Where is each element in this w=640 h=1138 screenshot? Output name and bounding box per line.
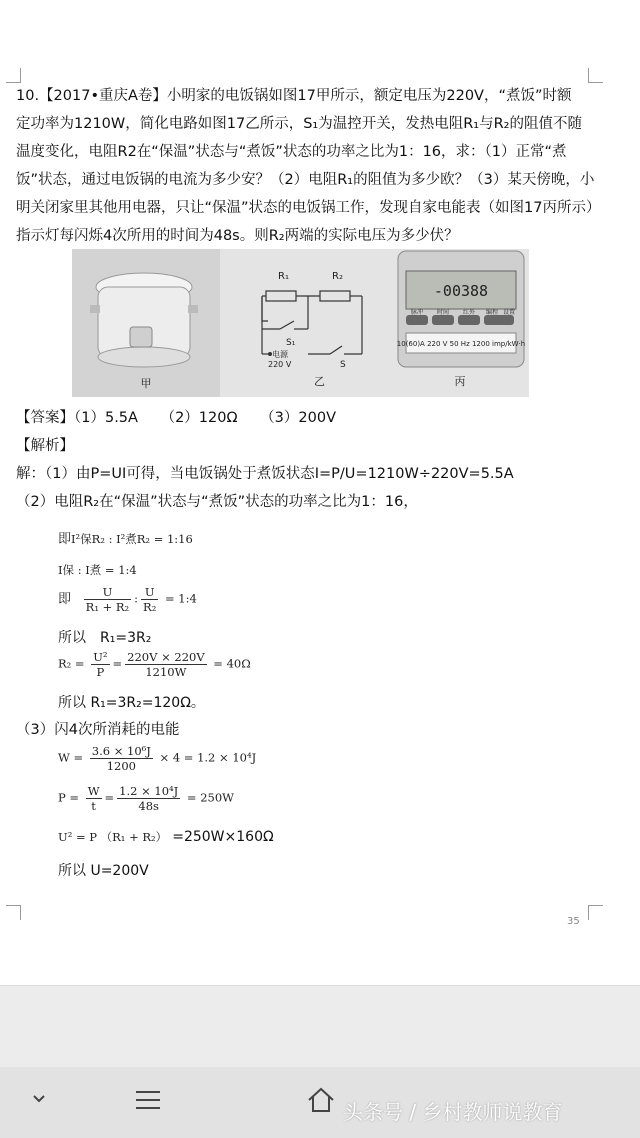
fraction-num: U² bbox=[93, 650, 108, 664]
eq-term: = 1:4 bbox=[164, 591, 197, 606]
equation-voltage-ratio: 即 $\frac{U}{\text{R₁ + R₂}}$ : $\frac{U}{\text{R₂}}$ = 1:4 bbox=[58, 585, 197, 614]
chevron-down-icon[interactable] bbox=[28, 1088, 50, 1114]
fraction bbox=[90, 744, 153, 773]
figure-17 bbox=[72, 249, 529, 397]
crop-mark-bottom-right bbox=[588, 905, 603, 920]
analysis-line: 解：（1）由P=UI可得，当电饭锅处于煮饭状态I=P/U=1210W÷220V=5.5A bbox=[16, 466, 514, 482]
answer-value: （1）5.5A bbox=[74, 410, 138, 426]
crop-mark-top-left bbox=[6, 68, 21, 83]
page-number: 35 bbox=[567, 916, 580, 927]
equation-power-ratio: 即I²保R₂ : I²煮R₂ = 1:16 bbox=[58, 532, 193, 547]
fraction bbox=[84, 585, 131, 614]
fraction-num: W bbox=[87, 784, 100, 798]
meter-button-label: 红外 bbox=[462, 309, 476, 316]
crop-mark-bottom-left bbox=[6, 905, 21, 920]
eq-term: = 250W bbox=[186, 790, 234, 805]
question-line: 10.【2017•重庆A卷】小明家的电饭锅如图17甲所示，额定电压为220V，“煮饭”时额 bbox=[16, 88, 572, 104]
eq-term: × 4 = 1.2 × 10⁴J bbox=[159, 750, 257, 765]
fraction bbox=[125, 650, 206, 679]
eq-term: W = bbox=[58, 750, 84, 765]
meter-button-label: 编程 bbox=[485, 309, 499, 316]
equation-current-ratio: I保 : I煮 = 1:4 bbox=[58, 563, 137, 577]
fraction bbox=[86, 784, 102, 813]
eq-term: I²保R₂ bbox=[71, 532, 105, 546]
eq-term: R₂ = bbox=[58, 656, 85, 671]
label-s1: S₁ bbox=[286, 338, 296, 348]
fraction bbox=[91, 650, 109, 679]
fraction-den: P bbox=[96, 665, 105, 679]
label-s: S bbox=[340, 360, 346, 370]
meter-button-label: 设置 bbox=[502, 309, 516, 316]
watermark-brand: 头条号 / 乡村教师说教育 bbox=[343, 1100, 563, 1124]
eq-term: U² = P （R₁ + R₂） bbox=[58, 830, 168, 844]
answer-value: （2）120Ω bbox=[160, 410, 238, 426]
fraction-den: 48s bbox=[138, 799, 159, 813]
question-line: 温度变化，电阻R2在“保温”状态与“煮饭”状态的功率之比为1：16，求：（1）正常“煮 bbox=[16, 144, 567, 160]
eq-term: = 1:16 bbox=[153, 532, 193, 546]
eq-prefix: 即 bbox=[58, 532, 72, 547]
fraction bbox=[141, 585, 158, 614]
fraction-num: 220V × 220V bbox=[127, 650, 205, 664]
fraction-den: 1210W bbox=[145, 665, 187, 679]
fraction-num: 3.6 × 10⁶J bbox=[91, 744, 151, 758]
answer-value: （3）200V bbox=[260, 410, 336, 426]
menu-icon[interactable] bbox=[134, 1088, 162, 1116]
fraction-num: U bbox=[84, 585, 131, 600]
label-bing: 丙 bbox=[454, 375, 466, 388]
fraction-num: U bbox=[141, 585, 158, 600]
equation-r2: R₂ = $\frac{\text{U²}}{P}$ = $\frac{220V \times 220V}{1210W}$ = 40Ω bbox=[58, 650, 251, 679]
analysis-heading: 【解析】 bbox=[16, 438, 74, 454]
label-yi: 乙 bbox=[314, 375, 325, 388]
equation-energy bbox=[58, 744, 256, 773]
label-jia: 甲 bbox=[140, 377, 152, 390]
circuit-diagram bbox=[262, 291, 362, 354]
fraction-num: 1.2 × 10⁴J bbox=[119, 784, 179, 798]
answer-heading: 【答案】 bbox=[16, 410, 74, 426]
figure-svg bbox=[72, 249, 529, 397]
page-gap bbox=[0, 985, 640, 1068]
question-line: 定功率为1210W，简化电路如图17乙所示，S₁为温控开关，发热电阻R₁与R₂的阻值不随 bbox=[16, 116, 582, 132]
eq-term: P = bbox=[58, 790, 80, 805]
label-source: 电源 bbox=[272, 350, 288, 359]
eq-term: I²煮R₂ bbox=[116, 532, 151, 546]
rice-cooker-image bbox=[72, 249, 220, 397]
eq-term: = 40Ω bbox=[213, 656, 251, 671]
analysis-line: （2）电阻R₂在“保温”状态与“煮饭”状态的功率之比为1：16， bbox=[16, 494, 418, 510]
question-line: 饭”状态，通过电饭锅的电流为多少安？（2）电阻R₁的阻值为多少欧？（3）某天傍晚，小 bbox=[16, 172, 595, 188]
meter-display: -00388 bbox=[433, 282, 489, 300]
label-voltage: 220 V bbox=[268, 360, 292, 369]
analysis-line: （3）闪4次所消耗的电能 bbox=[16, 722, 180, 738]
fraction-den: R₂ bbox=[143, 600, 157, 614]
fraction-den: t bbox=[91, 799, 96, 813]
crop-mark-top-right bbox=[588, 68, 603, 83]
question-text bbox=[16, 82, 622, 250]
answer-line bbox=[16, 404, 336, 432]
eq-term: =250W×160Ω bbox=[172, 829, 274, 845]
meter-button-label: 脉冲 bbox=[410, 309, 424, 316]
conclusion-line: 所以 R₁=3R₂ bbox=[58, 630, 152, 646]
question-line: 指示灯每闪烁4次所用的时间为48s。则R₂两端的实际电压为多少伏？ bbox=[16, 228, 459, 244]
meter-button-label: 时间 bbox=[436, 309, 450, 316]
question-line: 明关闭家里其他用电器，只让“保温”状态的电饭锅工作，发现自家电能表（如图17丙所示） bbox=[16, 200, 601, 216]
equation-voltage bbox=[58, 826, 274, 845]
meter-spec: 10(60)A 220 V 50 Hz 1200 imp/kW·h bbox=[396, 340, 526, 348]
conclusion-line: 所以 U=200V bbox=[58, 863, 149, 879]
fraction bbox=[117, 784, 180, 813]
eq-prefix: 即 bbox=[58, 591, 72, 607]
equation-power: P = $\frac{W}{t}$ = $\frac{\text{1.2 × 10⁴J}}{48s}$ = 250W bbox=[58, 784, 234, 813]
fraction-den: R₁ + R₂ bbox=[85, 600, 130, 614]
label-r1: R₁ bbox=[278, 271, 289, 282]
fraction-den: 1200 bbox=[106, 759, 136, 773]
conclusion-line: 所以 R₁=3R₂=120Ω。 bbox=[58, 695, 205, 711]
label-r2: R₂ bbox=[332, 271, 343, 282]
home-icon[interactable] bbox=[306, 1086, 336, 1118]
